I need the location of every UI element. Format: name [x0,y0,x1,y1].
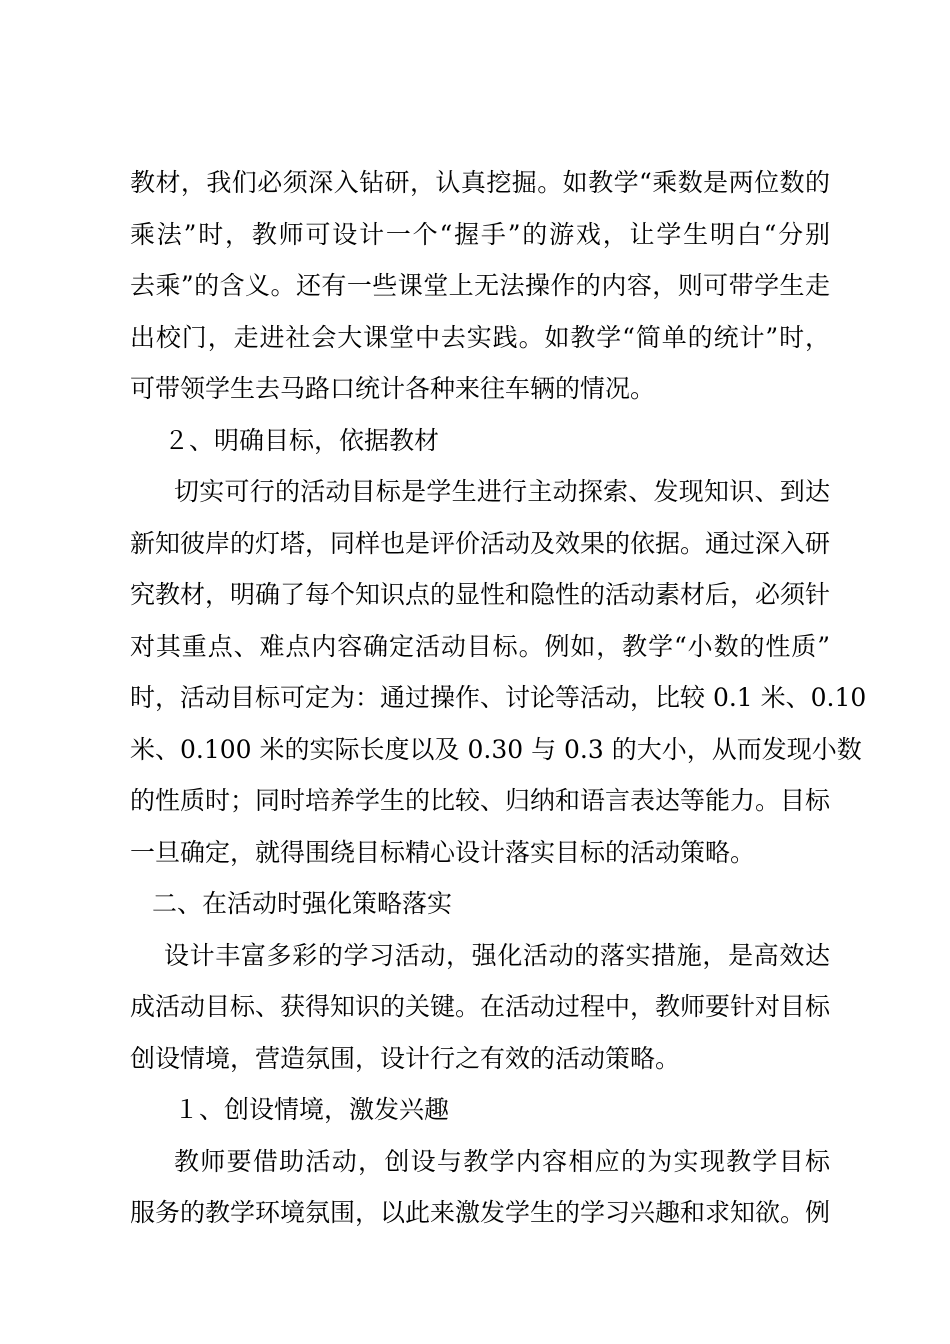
paragraph-line: 可带领学生去马路口统计各种来往车辆的情况。 [130,374,656,403]
paragraph-line: 出校门，走进社会大课堂中去实践。如教学“简单的统计”时， [130,322,830,352]
paragraph-line: 的性质时；同时培养学生的比较、归纳和语言表达等能力。目标 [130,786,831,815]
paragraph-line: 时，活动目标可定为：通过操作、讨论等活动，比较 0.1 米、0.10 [130,683,867,712]
paragraph-line: 服务的教学环境氛围，以此来激发学生的学习兴趣和求知欲。例 [130,1198,831,1227]
paragraph-line: 设计丰富多彩的学习活动，强化活动的落实措施，是高效达 [164,940,830,970]
paragraph-line: 去乘”的含义。还有一些课堂上无法操作的内容，则可带学生走 [130,271,830,300]
paragraph-line: 切实可行的活动目标是学生进行主动探索、发现知识、到达 [174,477,830,506]
paragraph-line: 成活动目标、获得知识的关键。在活动过程中，教师要针对目标 [130,992,831,1021]
paragraph-line: 对其重点、难点内容确定活动目标。例如，教学“小数的性质” [130,631,830,661]
paragraph-line: 教材，我们必须深入钻研，认真挖掘。如教学“乘数是两位数的 [130,168,830,197]
paragraph-line: 究教材，明确了每个知识点的显性和隐性的活动素材后，必须针 [130,580,831,609]
paragraph-line: 创设情境，营造氛围，设计行之有效的活动策略。 [130,1043,681,1073]
paragraph-line: 米、0.100 米的实际长度以及 0.30 与 0.3 的大小，从而发现小数 [130,734,862,764]
paragraph-line: 一旦确定，就得围绕目标精心设计落实目标的活动策略。 [130,837,756,867]
body-text [130,157,867,1239]
paragraph-line: 乘法”时，教师可设计一个“握手”的游戏，让学生明白“分别 [130,219,830,249]
section-heading: 二、在活动时强化策略落实 [152,889,453,918]
section-heading: ２、明确目标，依据教材 [164,425,440,455]
paragraph-line: 教师要借助活动，创设与教学内容相应的为实现教学目标 [174,1146,830,1176]
paragraph-line: 新知彼岸的灯塔，同样也是评价活动及效果的依据。通过深入研 [130,528,831,558]
section-heading: １、创设情境，激发兴趣 [174,1095,450,1124]
